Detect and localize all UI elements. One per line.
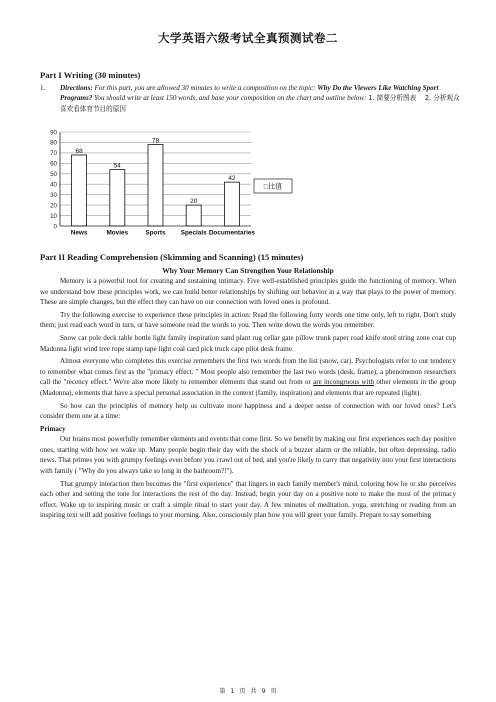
- y-tick-label: 30: [50, 191, 57, 199]
- y-tick-label: 10: [50, 212, 57, 220]
- paragraph: That grumpy interaction then becomes the "first experience" that lingers in each family member's mind, coloring how he or she perceives each other and setting the tone for interactions the rest of the day. Instead, begin your day on a positive note to make the most of the primacy effect. Wake up to inspiring music or craft a simple ritual to start your day. A few minutes of meditation, yoga, stretching or reading from an inspiring text will add positive feelings to your morning. Also, consciously plan how you will greet your family. Prepare to say something: [40, 479, 456, 520]
- chart-legend: [254, 179, 292, 193]
- y-tick-label: 90: [50, 129, 57, 137]
- y-tick-label: 80: [50, 139, 57, 147]
- x-tick-label: Documentaries: [208, 229, 255, 237]
- data-label: 54: [113, 162, 121, 170]
- section-subheading: Primacy: [40, 424, 66, 433]
- paragraph: So how can the principles of memory help us cultivate more happiness and a deeper sense of connection with our loved ones? Let's consider them one at a time:: [40, 401, 456, 421]
- data-label: 78: [151, 137, 160, 145]
- paragraph: [40, 356, 456, 398]
- x-tick-label: Sports: [145, 229, 166, 237]
- x-tick-label: Specials: [180, 229, 207, 237]
- x-tick-label: News: [70, 229, 88, 237]
- bar: [72, 155, 87, 226]
- underlined-phrase: are incongruous with: [313, 378, 375, 387]
- topic-text: Why Do the Viewers Like Watching Sport Programs?: [60, 84, 439, 103]
- outline-text: 1. 简要分析图表 2. 分析观众喜欢看体育节目的原因: [60, 94, 460, 113]
- paragraph: Snow car pole deck table bottle light family inspiration sand plant rug cellar gate pillow trunk paper road knife stool string zone coat cup Madonna light wind tree rope stamp tape light coal card pick truck cape pilot desk frame.: [40, 334, 456, 353]
- y-tick-label: 60: [50, 160, 57, 168]
- bar: [186, 205, 201, 226]
- legend-label: □比值: [263, 183, 283, 191]
- bar-chart: [36, 126, 296, 240]
- directions-label: Directions:: [60, 84, 93, 92]
- y-axis: [50, 129, 60, 230]
- data-label: 20: [190, 198, 198, 206]
- writing-directions: [40, 83, 460, 114]
- y-tick-label: 20: [50, 202, 57, 210]
- article-body: [40, 276, 456, 523]
- x-tick-label: Movies: [106, 229, 129, 237]
- paragraph: Try the following exercise to experience these principles in action: Read the following forty words one time only, left to right. Don't study them; just read each word in turn, or have someone read the words to you. Then write down the words you remember.: [40, 310, 456, 330]
- directions-text-b: You should write at least 150 words, and base your composition on the chart and outline below:: [92, 94, 369, 103]
- exam-title: 大学英语六级考试全真预测试卷二: [158, 31, 338, 45]
- paragraph-text: other elements in the group (Madonna), elements that have a special personal association in the context (family, inspiration) and elements that are repeated (light).: [40, 378, 456, 397]
- y-tick-label: 70: [50, 150, 57, 158]
- part2-heading: Part II Reading Comprehension (Skimming and Scanning) (15 minutes): [40, 252, 304, 262]
- directions-text-a: For this part, you are allowed 30 minutes to write a composition on the topic:: [92, 84, 318, 92]
- x-axis: [60, 226, 255, 237]
- data-label: 42: [228, 175, 236, 183]
- y-tick-label: 0: [53, 223, 57, 231]
- bar: [224, 182, 239, 226]
- bar: [110, 170, 125, 226]
- chart-bars: [72, 138, 240, 226]
- paragraph: Our brains most powerfully remember elements and events that come first. So we benefit by making our first experiences each day positive ones, starting with how we wake up. Many people begin their day with the shock of a buzzer alarm or the reliable, but often depressing, radio news. That primes you with grumpy feelings even before you crawl out of bed, and you're likely to carry that negativity into your first interactions with family ( "Why do you always take so long in the bathroom?!").: [40, 435, 456, 475]
- article-title: Why Your Memory Can Strengthen Your Relationship: [162, 266, 334, 275]
- paragraph: Memory is a powerful tool for creating and sustaining intimacy. Five well-established principles guide the functioning of memory. When we understand how these principles work, we can build better relationships by shifting our behavior in a way that plays to the power of memory. These are simple changes, but the effect they can have on our connection with loved ones is profound.: [40, 277, 456, 306]
- y-tick-label: 40: [50, 181, 57, 189]
- bar: [148, 145, 163, 226]
- data-label: 68: [75, 147, 83, 155]
- item-number: 1.: [40, 84, 46, 92]
- y-tick-label: 50: [50, 171, 57, 179]
- paragraph-text: Almost everyone who completes this exercise remembers the first two words from the list (snow, car). Psychologists refer to our tendency to remember what comes first as the "primacy effect. " Most people also remember the last two words (desk, frame), a phenomenon researchers call the "recency effect." We're also more likely to remember elements that stand out from or: [40, 357, 456, 387]
- part1-heading: Part I Writing (30 minutes): [40, 70, 141, 80]
- page-footer: 第 1 页 共 9 页: [219, 688, 277, 695]
